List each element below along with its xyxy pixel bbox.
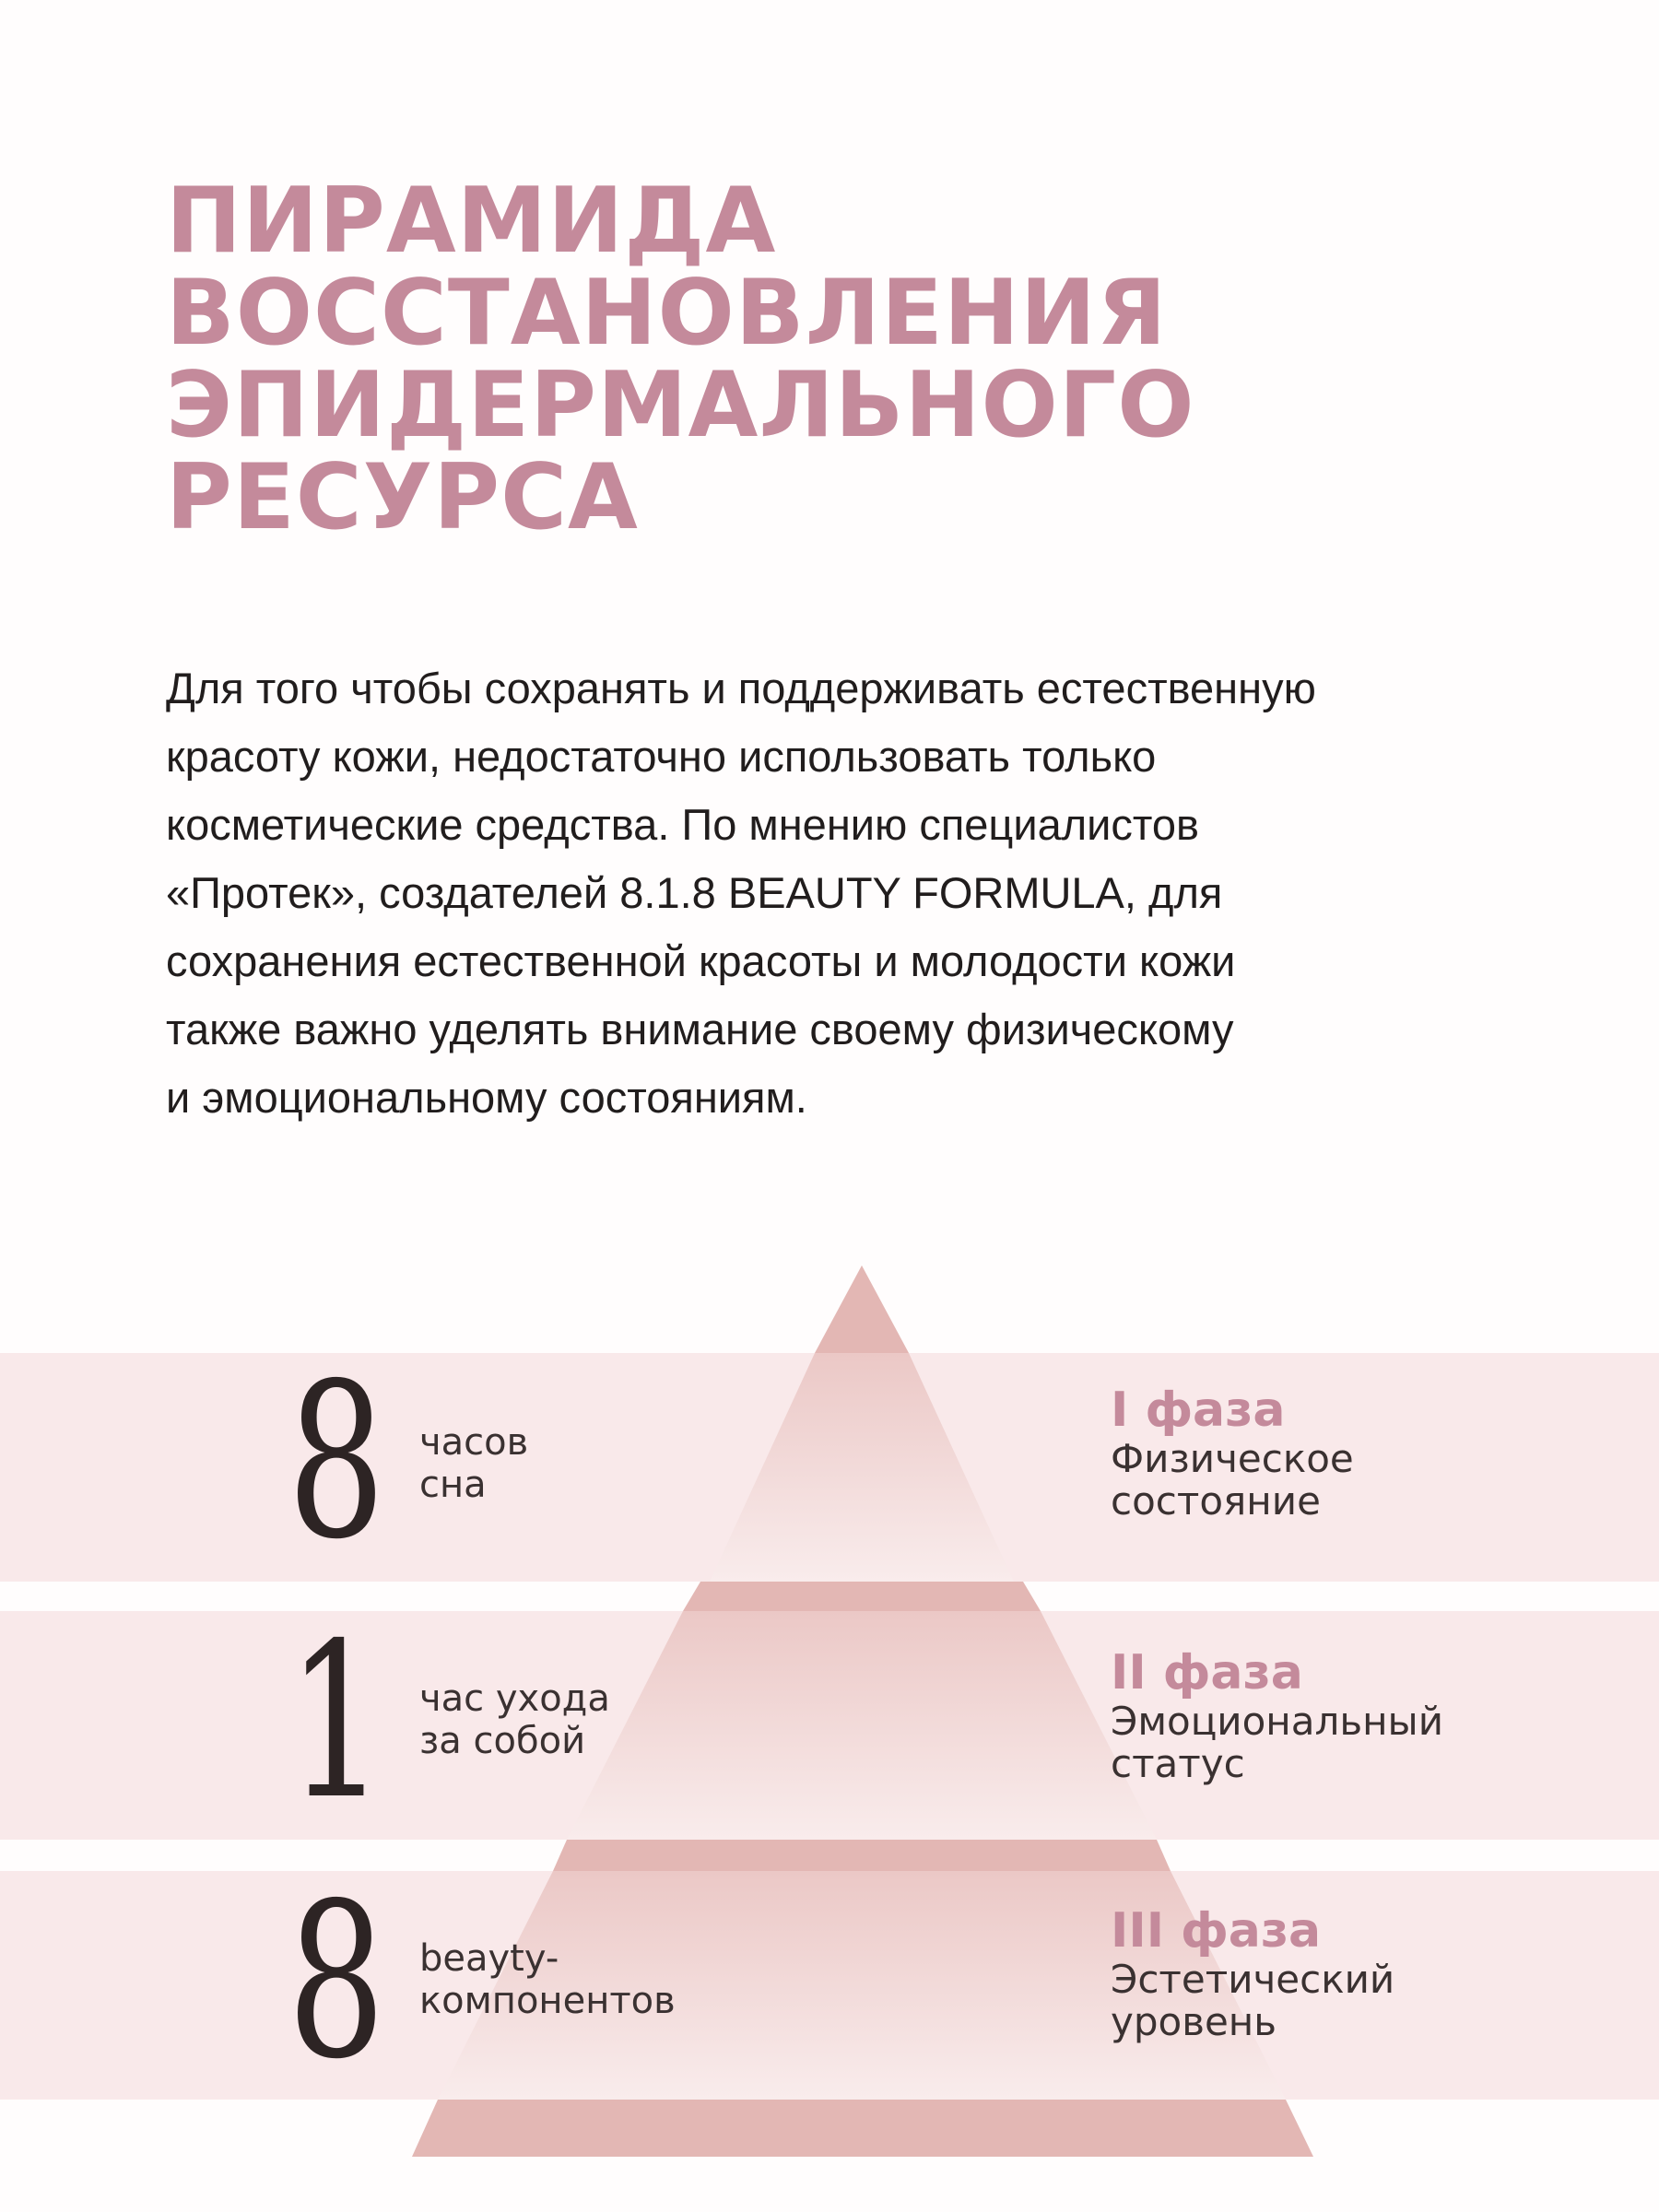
pyramid-stripe-1	[683, 1582, 1041, 1611]
phase-description-line: Физическое	[1111, 1436, 1354, 1481]
title-line: ПИРАМИДА	[166, 169, 777, 274]
phase-description-line: уровень	[1111, 1999, 1277, 2044]
intro-line: также важно уделять внимание своему физическому	[166, 1005, 1234, 1053]
number-label	[419, 1677, 751, 1762]
intro-line: «Протек», создателей 8.1.8 BEAUTY FORMULA, для	[166, 868, 1223, 917]
pyramid-stripe-2	[553, 1840, 1171, 1871]
phase-title: II фаза	[1111, 1645, 1303, 1700]
intro-line: косметические средства. По мнению специалистов	[166, 800, 1200, 849]
intro-line: Для того чтобы сохранять и поддерживать естественную	[166, 664, 1316, 712]
phase-title: I фаза	[1111, 1382, 1286, 1438]
big-number: 1	[287, 1597, 386, 1846]
phase-block	[1111, 1382, 1498, 1523]
intro-line: и эмоциональному состояниям.	[166, 1073, 807, 1122]
title-line: ВОССТАНОВЛЕНИЯ	[166, 261, 1168, 366]
big-number: 8	[287, 1337, 386, 1586]
pyramid-tier-1	[710, 1353, 1014, 1582]
title-line: РЕСУРСА	[166, 445, 639, 550]
number-label-line: час ухода	[419, 1677, 610, 1720]
intro-line: красоту кожи, недостаточно использовать только	[166, 732, 1157, 781]
pyramid-tier-0	[815, 1265, 909, 1353]
number-label-line: компонентов	[419, 1980, 676, 2022]
phase-block	[1111, 1903, 1498, 2043]
phase-description-line: статус	[1111, 1741, 1245, 1786]
number-label-line: за собой	[419, 1720, 586, 1762]
phase-title: III фаза	[1111, 1903, 1322, 1959]
number-label	[419, 1421, 751, 1506]
pyramid-base	[412, 2100, 1313, 2157]
number-label	[419, 1937, 751, 2022]
phase-description-line: Эмоциональный	[1111, 1699, 1443, 1744]
title-line: ЭПИДЕРМАЛЬНОГО	[166, 353, 1195, 458]
intro-line: сохранения естественной красоты и молодости кожи	[166, 936, 1236, 985]
phase-block	[1111, 1645, 1498, 1785]
number-label-line: beayty-	[419, 1937, 559, 1980]
number-label-line: сна	[419, 1464, 487, 1506]
phase-description-line: Эстетический	[1111, 1957, 1395, 2002]
phase-description-line: состояние	[1111, 1478, 1321, 1524]
number-label-line: часов	[419, 1421, 529, 1464]
big-number: 8	[287, 1857, 386, 2106]
